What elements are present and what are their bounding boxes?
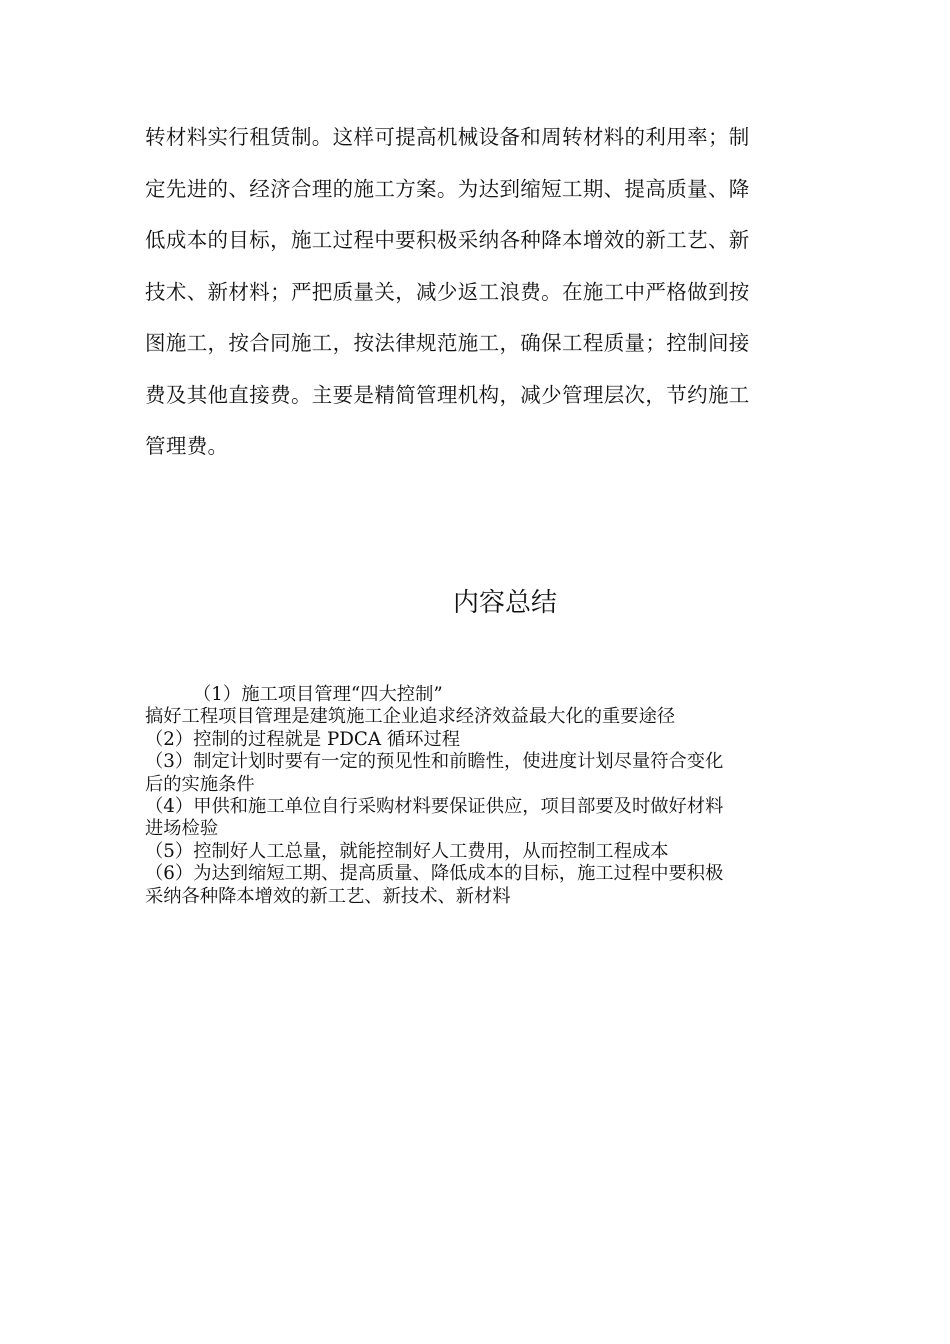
summary-item: 搞好工程项目管理是建筑施工企业追求经济效益最大化的重要途径 <box>145 706 676 728</box>
summary-item: 进场检验 <box>145 818 219 840</box>
summary-item: （3）制定计划时要有一定的预见性和前瞻性，使进度计划尽量符合变化 <box>145 751 724 773</box>
body-paragraph <box>145 118 805 479</box>
body-line: 定先进的、经济合理的施工方案。为达到缩短工期、提高质量、降 <box>145 176 750 201</box>
summary-item: （2）控制的过程就是 PDCA 循环过程 <box>145 728 461 750</box>
summary-item: （1）施工项目管理“四大控制” <box>193 684 443 705</box>
body-line: 技术、新材料；严把质量关，减少返工浪费。在施工中严格做到按 <box>145 279 750 304</box>
body-line: 管理费。 <box>145 434 229 458</box>
summary-list <box>145 683 810 907</box>
summary-item: 后的实施条件 <box>145 773 255 795</box>
body-line: 费及其他直接费。主要是精简管理机构，减少管理层次，节约施工 <box>145 382 750 407</box>
summary-title: 内容总结 <box>452 588 557 618</box>
summary-item: （5）控制好人工总量，就能控制好人工费用，从而控制工程成本 <box>145 840 669 862</box>
body-line: 图施工，按合同施工，按法律规范施工，确保工程质量；控制间接 <box>145 331 750 355</box>
body-line: 低成本的目标，施工过程中要积极采纳各种降本增效的新工艺、新 <box>145 228 750 252</box>
body-line: 转材料实行租赁制。这样可提高机械设备和周转材料的利用率；制 <box>145 125 750 149</box>
summary-item: （4）甲供和施工单位自行采购材料要保证供应，项目部要及时做好材料 <box>145 796 724 818</box>
summary-item: （6）为达到缩短工期、提高质量、降低成本的目标，施工过程中要积极 <box>145 863 724 885</box>
summary-item: 采纳各种降本增效的新工艺、新技术、新材料 <box>145 885 511 907</box>
